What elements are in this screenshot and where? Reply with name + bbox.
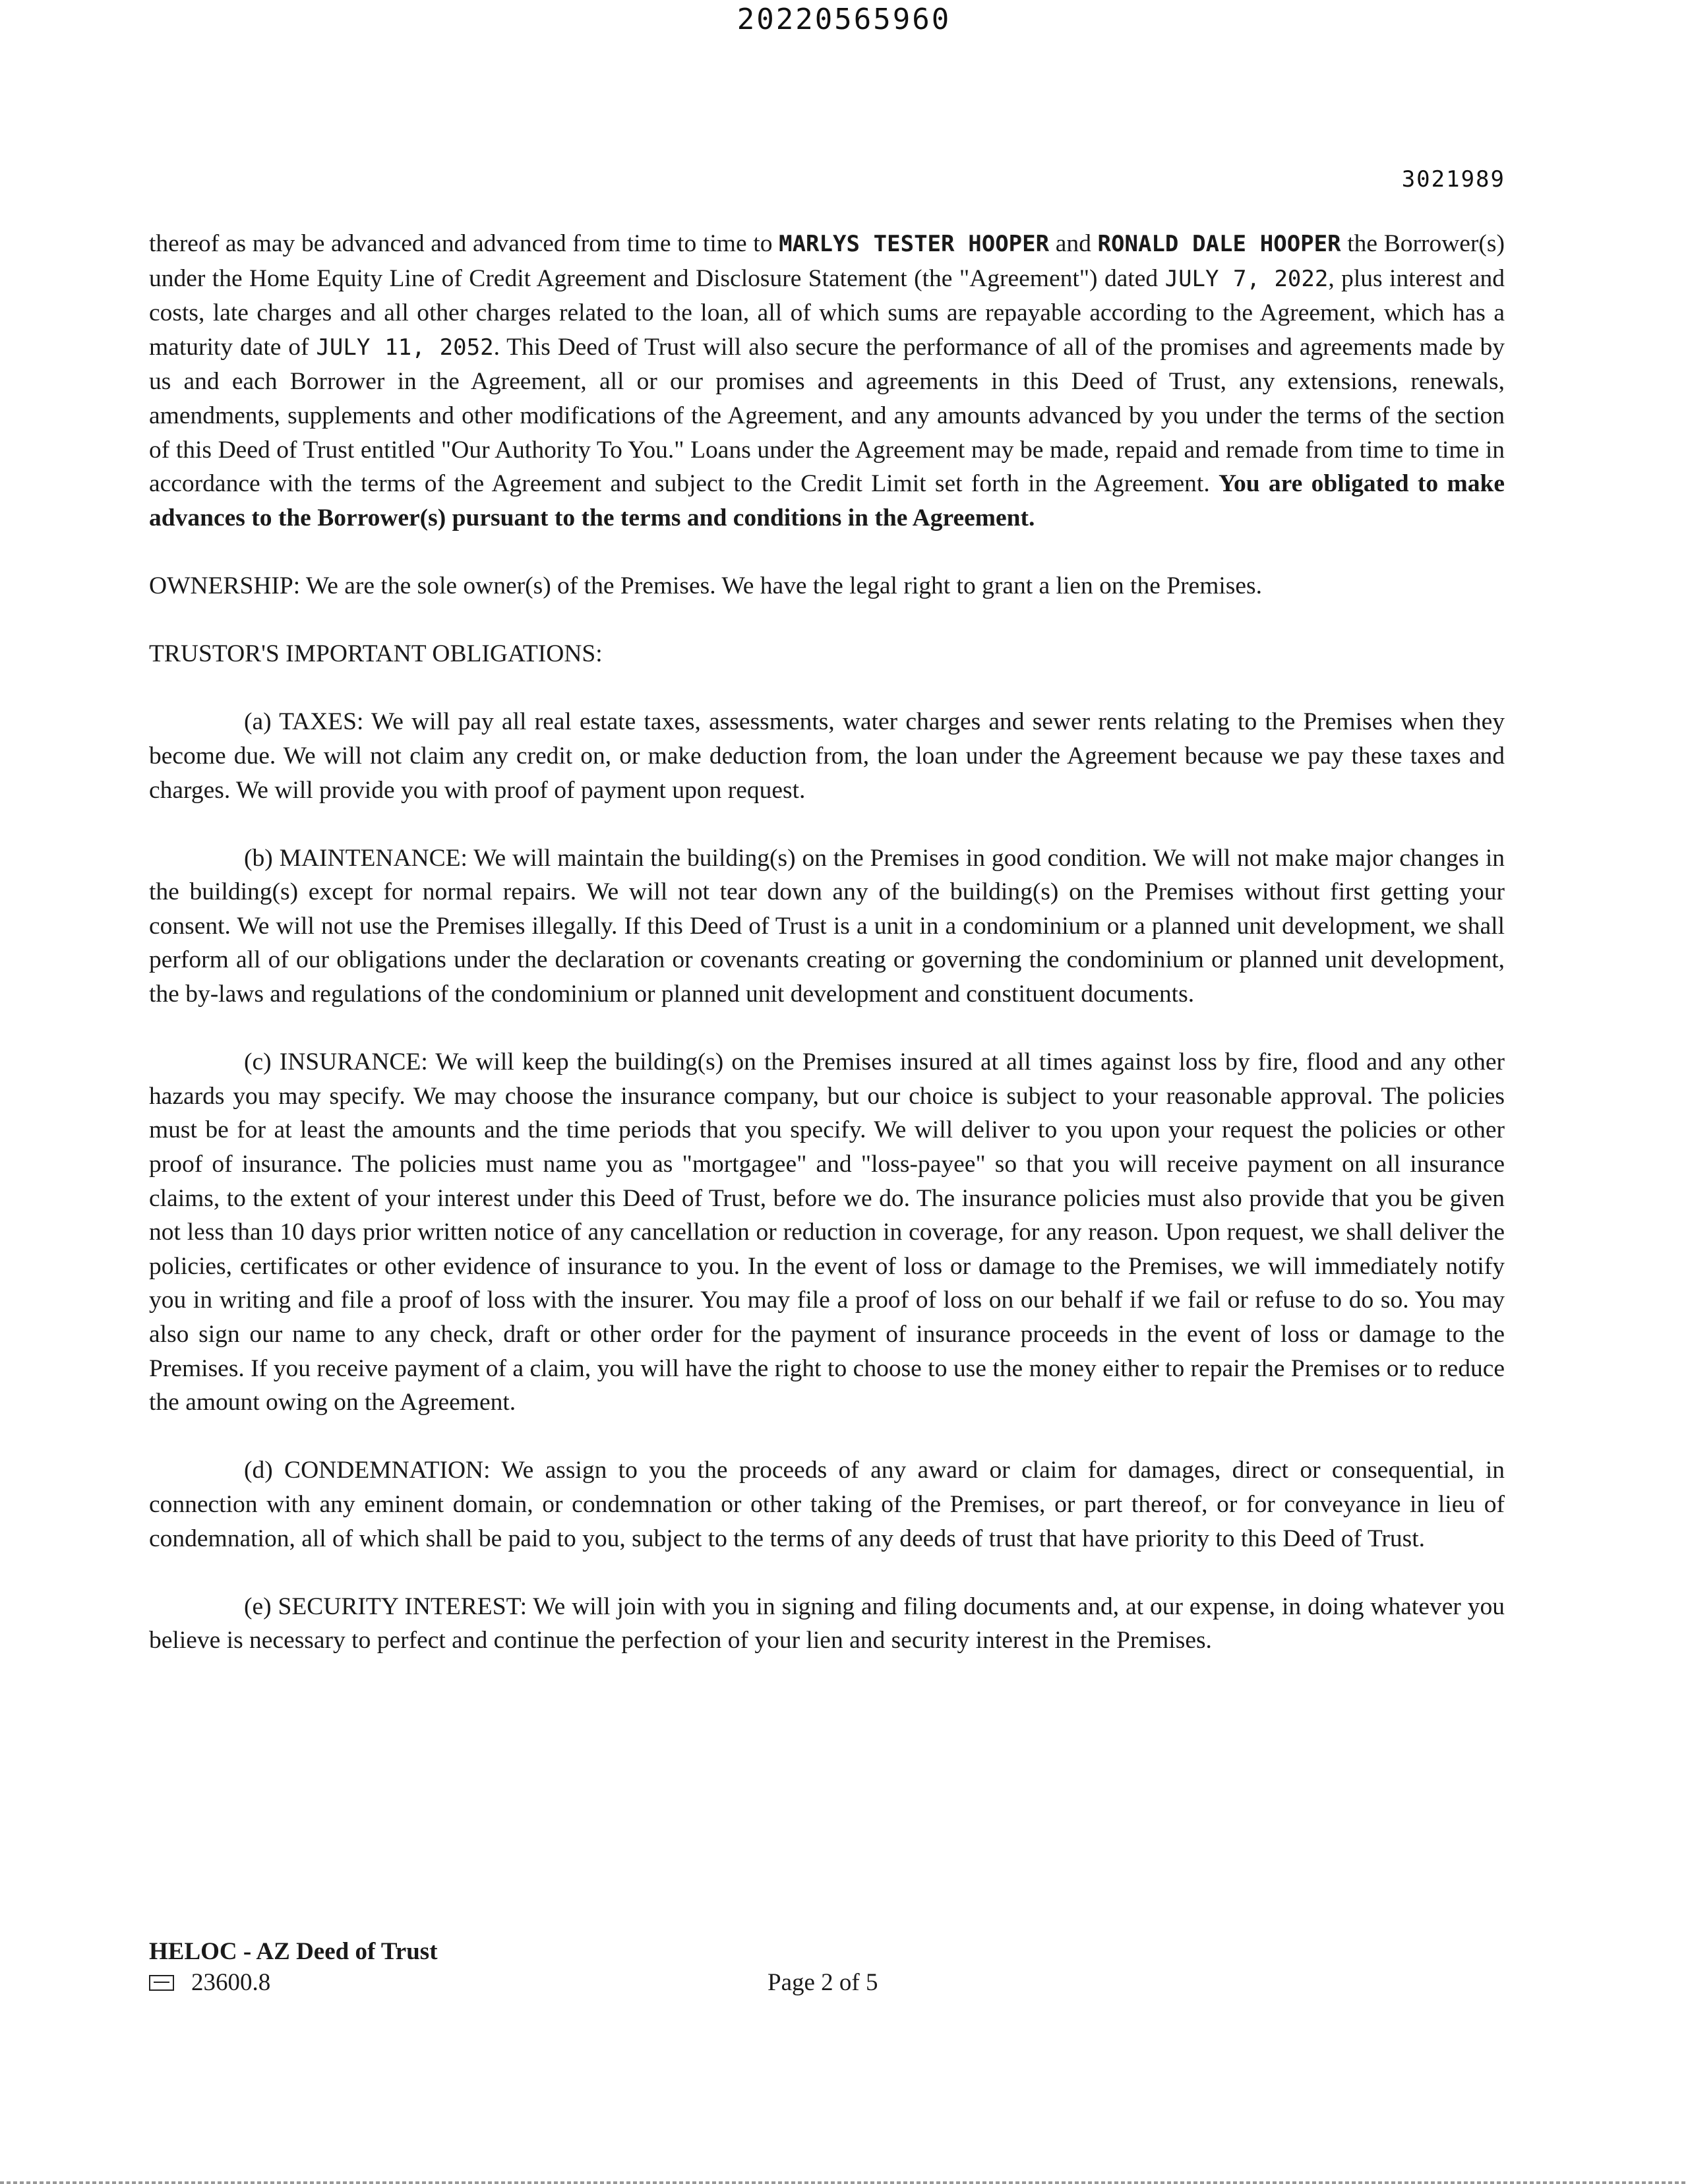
form-stamp-icon: [149, 1975, 174, 1991]
agreement-date: JULY 7, 2022: [1164, 265, 1329, 292]
form-code: 23600.8: [191, 1969, 271, 1996]
maturity-date: JULY 11, 2052: [316, 334, 494, 361]
paragraph-text: . This Deed of Trust will also secure the performance of all of the promises and agreements made by us and each Borrower in the Agreement, all or our promises and agreements in this Deed of Trust, any extensions, renewals, amendments, supplements and other modifications of the Agreement, and any amounts advanced by you under the terms of the section of this Deed of Trust entitled "Our Authority To You." Loans under the Agreement may be made, repaid and remade from time to time in accordance with the terms of the Agreement and subject to the Credit Limit set forth in the Agreement.: [149, 333, 1505, 498]
taxes-paragraph: (a) TAXES: We will pay all real estate taxes, assessments, water charges and sewer rents relating to the Premises when they become due. We will not claim any credit on, or make deduction from, the loan under the Agreement because we pay these taxes and charges. We will provide you with proof of payment upon request.: [149, 708, 1505, 804]
paragraph-text: and: [1049, 230, 1098, 257]
borrower-name-2: RONALD DALE HOOPER: [1097, 231, 1341, 257]
maintenance-paragraph: (b) MAINTENANCE: We will maintain the building(s) on the Premises in good condition. We will not make major changes in the building(s) except for normal repairs. We will not tear down any of the building(s) on the Premises without first getting your consent. We will not use the Premises illegally. If this Deed of Trust is a unit in a condominium or a planned unit development, we shall perform all of our obligations under the declaration or covenants creating or governing the condominium or planned unit development, the by-laws and regulations of the condominium or planned unit development and constituent documents.: [149, 844, 1505, 1008]
form-code-row: [149, 1968, 270, 1997]
borrower-name-1: MARLYS TESTER HOOPER: [779, 231, 1050, 257]
recording-number: 20220565960: [737, 3, 951, 36]
document-body: [149, 227, 1505, 1658]
document-number: 3021989: [1401, 166, 1505, 193]
paragraph-text: thereof as may be advanced and advanced from time to time to: [149, 230, 779, 257]
secured-obligations-paragraph: [149, 227, 1505, 535]
form-title: HELOC - AZ Deed of Trust: [149, 1938, 438, 1965]
paragraph-text: the Borrower(s) under the Home Equity Line of Credit Agreement and Disclosure Statement (the "Agreement") dated: [149, 230, 1505, 292]
page-number: Page 2 of 5: [768, 1969, 878, 1996]
insurance-paragraph: (c) INSURANCE: We will keep the building(s) on the Premises insured at all times against loss by fire, flood and any other hazards you may specify. We may choose the insurance company, but our choice is subject to your reasonable approval. The policies must be for at least the amounts and the time periods that you specify. We will deliver to you upon your request the policies or other proof of insurance. The policies must name you as "mortgagee" and "loss-payee" so that you will receive payment on all insurance claims, to the extent of your interest under this Deed of Trust, before we do. The insurance policies must also provide that you be given not less than 10 days prior written notice of any cancellation or reduction in coverage, for any reason. Upon request, we shall deliver the policies, certificates or other evidence of insurance to you. In the event of loss or damage to the Premises, we will immediately notify you in writing and file a proof of loss with the insurer. You may file a proof of loss on our behalf if we fail or refuse to do so. You may also sign our name to any check, draft or other order for the payment of insurance proceeds in the event of loss or damage to the Premises. If you receive payment of a claim, you will have the right to choose to use the money either to repair the Premises or to reduce the amount owing on the Agreement.: [149, 1048, 1505, 1416]
obligations-heading: TRUSTOR'S IMPORTANT OBLIGATIONS:: [149, 640, 603, 668]
advance-obligation-statement: You are obligated to make advances to the Borrower(s) pursuant to the terms and conditions in the Agreement.: [149, 470, 1505, 531]
security-interest-paragraph: (e) SECURITY INTEREST: We will join with you in signing and filing documents and, at our expense, in doing whatever you believe is necessary to perfect and continue the perfection of your lien and security interest in the Premises.: [149, 1592, 1505, 1654]
condemnation-paragraph: (d) CONDEMNATION: We assign to you the proceeds of any award or claim for damages, direct or consequential, in connection with any eminent domain, or condemnation or other taking of the Premises, or part thereof, or for conveyance in lieu of condemnation, all of which shall be paid to you, subject to the terms of any deeds of trust that have priority to this Deed of Trust.: [149, 1457, 1505, 1552]
scan-edge-divider: [0, 2181, 1688, 2184]
paragraph-text: , plus interest and costs, late charges and all other charges related to the loan, all of which sums are repayable according to the Agreement, which has a maturity date of: [149, 264, 1505, 361]
ownership-paragraph: OWNERSHIP: We are the sole owner(s) of the Premises. We have the legal right to grant a lien on the Premises.: [149, 572, 1262, 599]
